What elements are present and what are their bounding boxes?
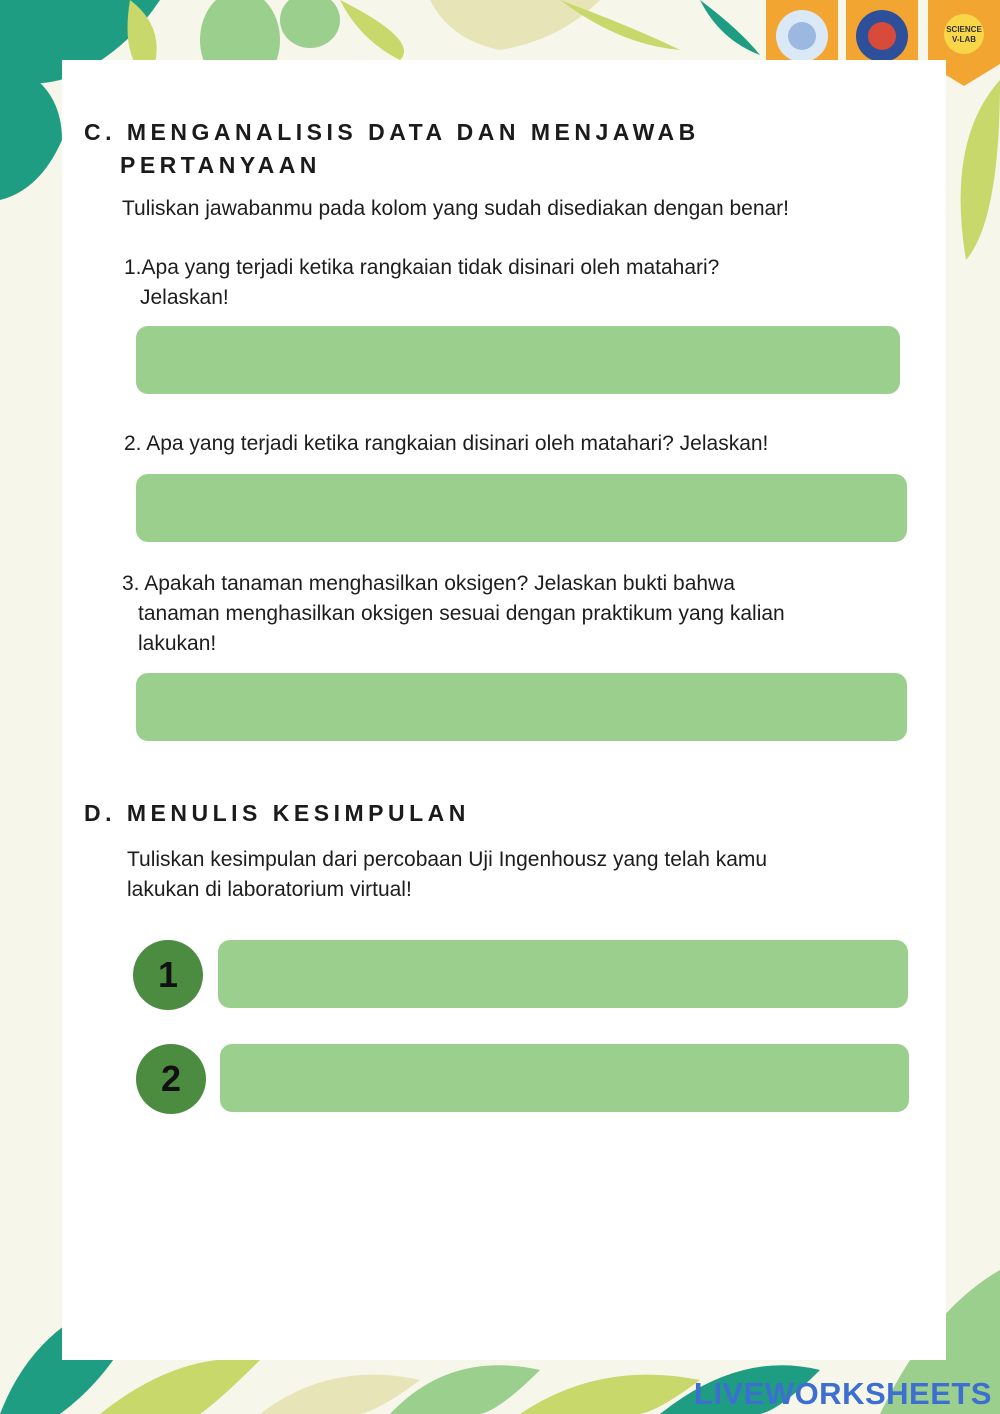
conclusion-number-1: 1: [133, 940, 203, 1010]
question-1: 1.Apa yang terjadi ketika rangkaian tidak disinari oleh matahari? Jelaskan!: [124, 256, 720, 309]
section-c-title: C. MENGANALISIS DATA DAN MENJAWAB PERTANYAAN: [84, 119, 700, 178]
leaf-decoration-right: [946, 80, 1000, 280]
question-2: 2. Apa yang terjadi ketika rangkaian disinari oleh matahari? Jelaskan!: [124, 432, 769, 455]
section-d-instruction: Tuliskan kesimpulan dari percobaan Uji Ingenhousz yang telah kamu lakukan di laboratorium virtual!: [127, 848, 768, 901]
watermark-logo: LIVEWORKSHEETS: [693, 1376, 992, 1411]
conclusion-box-2[interactable]: [220, 1044, 909, 1112]
section-c-instruction: Tuliskan jawabanmu pada kolom yang sudah disediakan dengan benar!: [122, 197, 790, 220]
conclusion-number-2: 2: [136, 1044, 206, 1114]
answer-box-3[interactable]: [136, 673, 907, 741]
question-3: 3. Apakah tanaman menghasilkan oksigen? Jelaskan bukti bahwa tanaman menghasilkan oksigen sesuai dengan praktikum yang kalian lakukan!: [122, 572, 785, 655]
leaf-decoration-left: [0, 60, 62, 260]
section-d-title: D. MENULIS KESIMPULAN: [84, 800, 470, 826]
answer-box-1[interactable]: [136, 326, 900, 394]
answer-box-2[interactable]: [136, 474, 907, 542]
svg-text:SCIENCE: SCIENCE: [946, 25, 982, 34]
svg-text:V-LAB: V-LAB: [952, 35, 976, 44]
conclusion-box-1[interactable]: [218, 940, 908, 1008]
